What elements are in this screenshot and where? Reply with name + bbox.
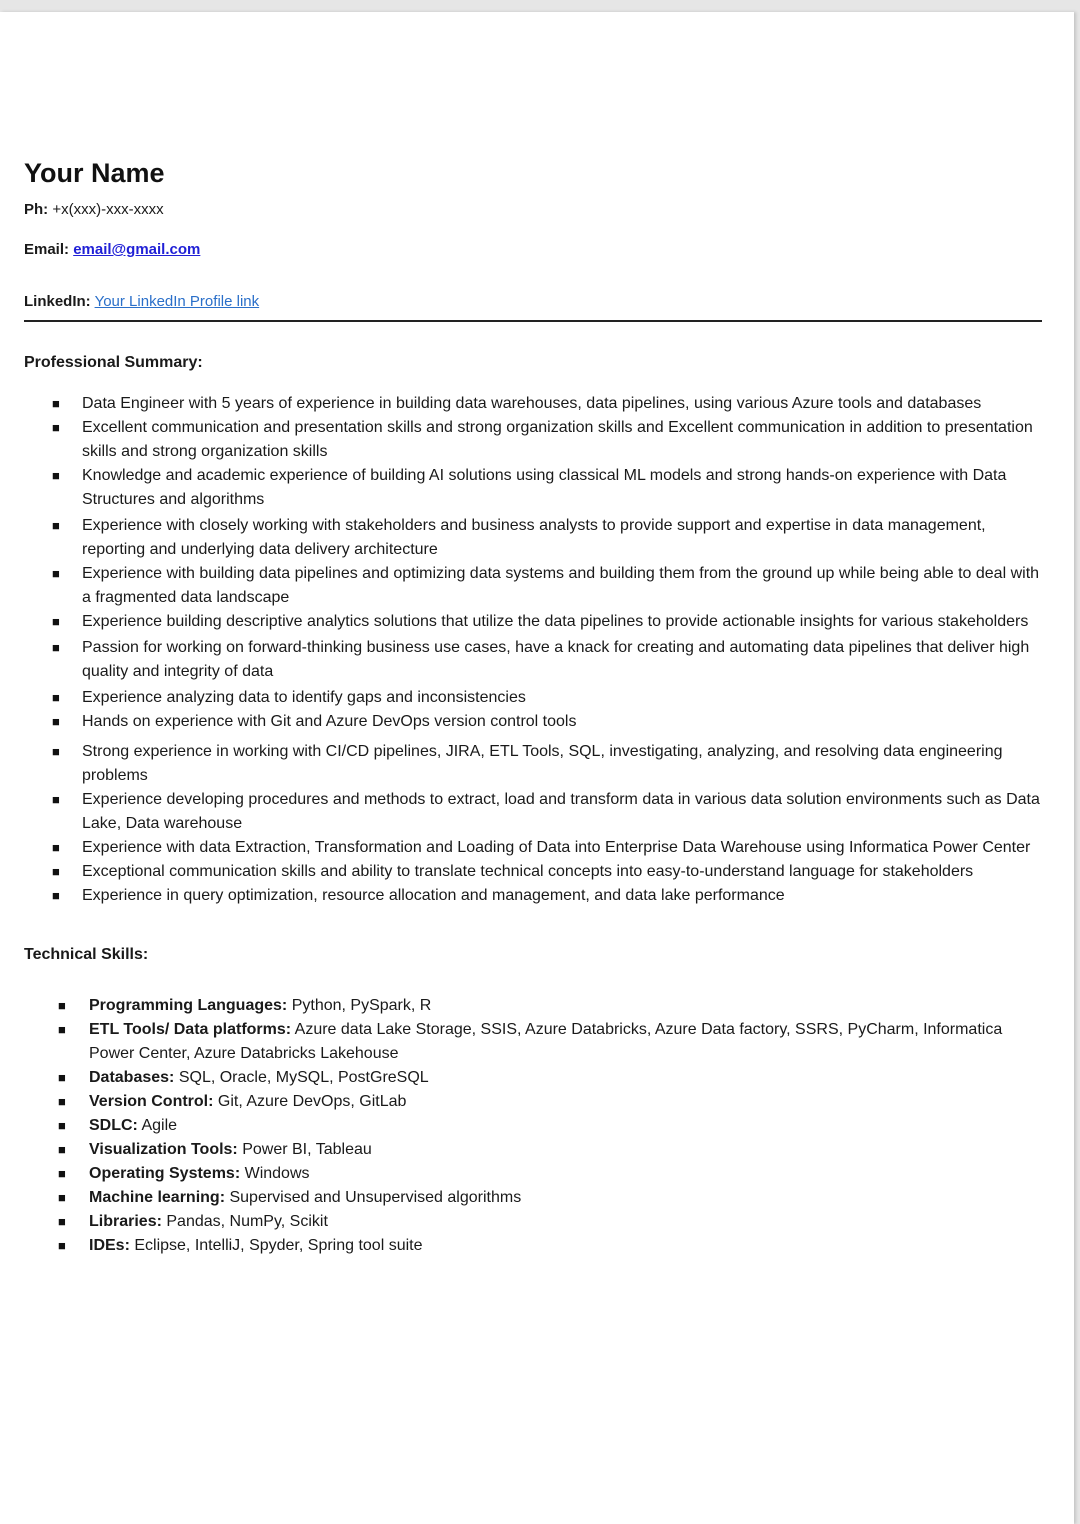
phone-line <box>24 200 1054 220</box>
skill-value: Windows <box>240 1165 310 1182</box>
bullet-icon: ■ <box>52 640 60 655</box>
bullet-icon: ■ <box>52 792 60 807</box>
skill-label: Libraries: <box>89 1213 162 1230</box>
skills-heading: Technical Skills: <box>24 946 149 963</box>
skill-item <box>24 1066 1009 1090</box>
skill-value: Power BI, Tableau <box>237 1141 372 1158</box>
bullet-icon: ■ <box>52 614 60 629</box>
skill-value: Pandas, NumPy, Scikit <box>161 1213 328 1230</box>
candidate-name: Your Name <box>24 158 165 188</box>
bullet-icon: ■ <box>58 1094 66 1109</box>
phone-label: Ph: <box>24 201 49 218</box>
list-item: ■ Excellent communication and presentation skills and strong organization skills and Excellent communication in addition to presentation skills and strong organization skills <box>24 416 1052 464</box>
linkedin-label: LinkedIn: <box>24 293 91 310</box>
list-item: ■ Experience analyzing data to identify gaps and inconsistencies <box>24 686 1052 710</box>
bullet-icon: ■ <box>52 396 60 411</box>
list-item: ■ Experience with closely working with stakeholders and business analysts to provide support and expertise in data management, reporting and underlying data delivery architecture <box>24 514 1052 562</box>
skill-value: Agile <box>137 1117 178 1134</box>
email-link[interactable]: email@gmail.com <box>73 241 201 258</box>
bullet-icon: ■ <box>58 1238 66 1253</box>
list-item: ■ Experience with data Extraction, Transformation and Loading of Data into Enterprise Data Warehouse using Informatica Power Center <box>24 836 1052 860</box>
bullet-icon: ■ <box>52 566 60 581</box>
linkedin-line <box>24 292 1054 312</box>
email-line <box>24 240 1054 260</box>
bullet-icon: ■ <box>52 420 60 435</box>
skill-value: Eclipse, IntelliJ, Spyder, Spring tool suite <box>129 1237 423 1254</box>
list-item: ■ Strong experience in working with CI/CD pipelines, JIRA, ETL Tools, SQL, investigating, analyzing, and resolving data engineering problems <box>24 740 1052 788</box>
skill-label: Databases: <box>89 1069 175 1086</box>
skill-value: Azure data Lake Storage, SSIS, Azure Databricks, Azure Data factory, SSRS, PyCharm, Informatica Power Center, Azure Databricks Lakehouse <box>89 1021 1003 1062</box>
bullet-icon: ■ <box>52 840 60 855</box>
list-item: ■ Hands on experience with Git and Azure DevOps version control tools <box>24 710 1052 734</box>
bullet-icon: ■ <box>58 1166 66 1181</box>
skill-label: Programming Languages: <box>89 997 288 1014</box>
skill-label: Version Control: <box>89 1093 214 1110</box>
list-item: ■ Experience with building data pipelines and optimizing data systems and building them from the ground up while being able to deal with a fragmented data landscape <box>24 562 1052 610</box>
phone-value: +x(xxx)-xxx-xxxx <box>52 201 164 218</box>
linkedin-link[interactable]: Your LinkedIn Profile link <box>94 293 260 310</box>
bullet-icon: ■ <box>58 1118 66 1133</box>
header-divider <box>24 320 1042 322</box>
list-item: ■ Experience building descriptive analytics solutions that utilize the data pipelines to provide actionable insights for various stakeholders <box>24 610 1052 634</box>
skill-item <box>24 1234 1009 1258</box>
skill-value: Python, PySpark, R <box>287 997 432 1014</box>
resume-body <box>24 156 1054 1258</box>
skill-item <box>24 1114 1009 1138</box>
bullet-icon: ■ <box>52 714 60 729</box>
list-item: ■ Passion for working on forward-thinking business use cases, have a knack for creating and automating data pipelines that deliver high quality and integrity of data <box>24 636 1052 684</box>
list-item: ■ Experience in query optimization, resource allocation and management, and data lake performance <box>24 884 1052 908</box>
skill-label: ETL Tools/ Data platforms: <box>89 1021 292 1038</box>
skill-value: SQL, Oracle, MySQL, PostGreSQL <box>174 1069 429 1086</box>
bullet-icon: ■ <box>52 888 60 903</box>
skill-label: IDEs: <box>89 1237 130 1254</box>
skill-item <box>24 1138 1009 1162</box>
bullet-icon: ■ <box>52 690 60 705</box>
list-item: ■ Knowledge and academic experience of building AI solutions using classical ML models and strong hands-on experience with Data Structures and algorithms <box>24 464 1052 512</box>
bullet-icon: ■ <box>58 1214 66 1229</box>
list-item: ■ Exceptional communication skills and ability to translate technical concepts into easy-to-understand language for stakeholders <box>24 860 1052 884</box>
bullet-icon: ■ <box>58 1022 66 1037</box>
skill-label: Visualization Tools: <box>89 1141 238 1158</box>
skill-value: Git, Azure DevOps, GitLab <box>213 1093 407 1110</box>
bullet-icon: ■ <box>58 998 66 1013</box>
skill-item <box>24 994 1009 1018</box>
bullet-icon: ■ <box>52 518 60 533</box>
bullet-icon: ■ <box>52 468 60 483</box>
document-page <box>0 12 1074 1524</box>
summary-list <box>24 392 1054 908</box>
bullet-icon: ■ <box>58 1070 66 1085</box>
skill-item <box>24 1186 1009 1210</box>
skill-value: Supervised and Unsupervised algorithms <box>225 1189 522 1206</box>
skill-item <box>24 1018 1009 1066</box>
email-label: Email: <box>24 241 70 258</box>
bullet-icon: ■ <box>52 744 60 759</box>
skill-item <box>24 1090 1009 1114</box>
skill-label: SDLC: <box>89 1117 138 1134</box>
bullet-icon: ■ <box>52 864 60 879</box>
bullet-icon: ■ <box>58 1190 66 1205</box>
list-item: ■ Experience developing procedures and methods to extract, load and transform data in various data solution environments such as Data Lake, Data warehouse <box>24 788 1052 836</box>
skill-item <box>24 1210 1009 1234</box>
skill-label: Machine learning: <box>89 1189 226 1206</box>
bullet-icon: ■ <box>58 1142 66 1157</box>
skill-item <box>24 1162 1009 1186</box>
list-item: ■ Data Engineer with 5 years of experience in building data warehouses, data pipelines, using various Azure tools and databases <box>24 392 1052 416</box>
summary-heading: Professional Summary: <box>24 354 203 371</box>
skill-label: Operating Systems: <box>89 1165 241 1182</box>
skills-list <box>24 994 1054 1258</box>
